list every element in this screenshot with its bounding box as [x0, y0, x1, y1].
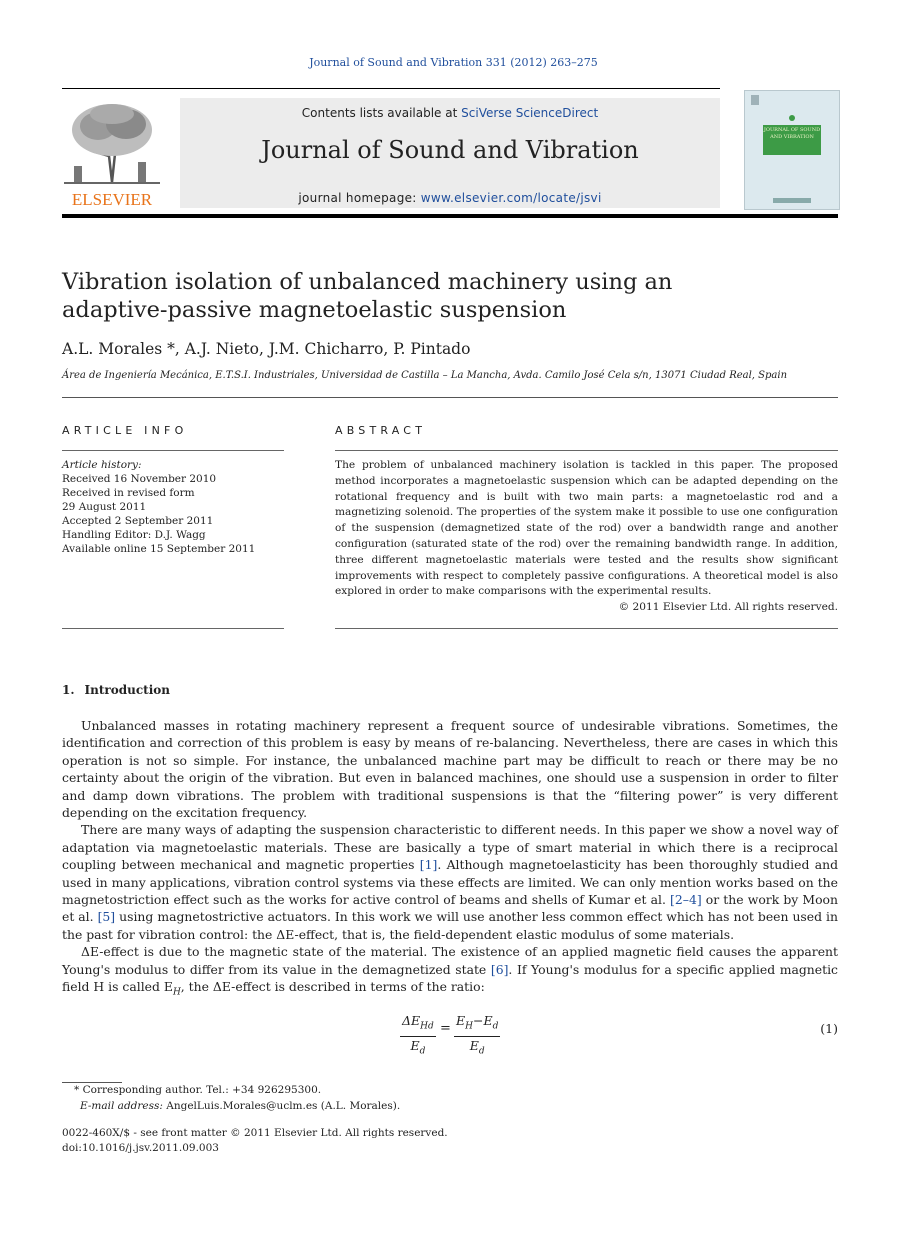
contents-prefix: Contents lists available at [301, 106, 462, 120]
citation-link[interactable]: [6] [490, 961, 509, 977]
homepage-prefix: journal homepage: [298, 191, 421, 205]
history-line: Handling Editor: D.J. Wagg [62, 529, 206, 541]
eq-sub: d [419, 1046, 426, 1056]
eq-term: E [410, 1037, 420, 1053]
cover-footer-icon [773, 198, 811, 203]
issn-line: 0022-460X/$ - see front matter © 2011 Elsevier Ltd. All rights reserved. [62, 1127, 448, 1139]
email-note [80, 1100, 400, 1112]
sciencedirect-link[interactable]: SciVerse ScienceDirect [461, 106, 599, 120]
affiliation: Área de Ingeniería Mecánica, E.T.S.I. Industriales, Universidad de Castilla – La Mancha, Avda. Camilo José Cela s/n, 13071 Ciudad Real, Spain [62, 370, 788, 381]
history-line: Accepted 2 September 2011 [62, 515, 214, 527]
section-number: 1. [62, 683, 75, 697]
eq-sub: Hd [420, 1021, 434, 1032]
email-address[interactable]: AngelLuis.Morales@uclm.es (A.L. Morales). [166, 1100, 401, 1112]
elsevier-logo [62, 96, 162, 210]
history-line: Available online 15 September 2011 [62, 543, 256, 555]
journal-cover-thumbnail[interactable] [744, 90, 840, 210]
homepage-line [180, 191, 720, 205]
article-title [62, 268, 822, 324]
elsevier-wordmark: ELSEVIER [71, 190, 153, 209]
text-run: or the work by Moon et al. [62, 892, 838, 925]
eq-sub: H [465, 1021, 473, 1032]
history-line: Received in revised form [62, 487, 195, 499]
introduction-body [62, 717, 838, 1002]
text-run: ΔE-effect is due to the magnetic state of the material. The existence of an applied magnetic field causes the apparent Young's modulus to differ from its value in the demagnetized state [62, 944, 838, 977]
article-history [62, 458, 284, 556]
text-run: . Although magnetoelasticity has been thoroughly studied and used in many applications, vibration control systems via these effects are limited. We can only mention works based on the magnetostriction effect such as the works for active control of beams and shells of Kumar et al. [62, 857, 838, 908]
equation-lhs [400, 1012, 436, 1060]
title-rule [62, 397, 838, 398]
abstract-rule [335, 450, 838, 451]
history-line: 29 August 2011 [62, 501, 147, 513]
citation-link[interactable]: [2–4] [670, 892, 702, 908]
eq-term: −E [472, 1013, 493, 1028]
tree-icon [62, 96, 162, 210]
journal-citation[interactable]: Journal of Sound and Vibration 331 (2012) 263–275 [309, 56, 598, 69]
article-title-line1: Vibration isolation of unbalanced machinery using an [62, 269, 673, 295]
homepage-link[interactable]: www.elsevier.com/locate/jsvi [420, 191, 602, 205]
text-run: using magnetostrictive actuators. In this work we will use another less common effect which has not been used in the past for vibration control: the ΔE-effect, that is, the field-dependent elastic modulus of some materials. [62, 909, 838, 942]
email-label: E-mail address: [80, 1100, 163, 1112]
citation-link[interactable]: [5] [97, 909, 116, 925]
eq-term: ΔE [402, 1013, 421, 1028]
eq-term: E [469, 1037, 479, 1053]
paragraph: Unbalanced masses in rotating machinery represent a frequent source of undesirable vibrations. Sometimes, the identification and correction of this problem is easy by means of re-balancing. Nevertheless, there are cases in which this operation is not so simple. For instance, the unbalanced machine part may be difficult to reach or there may be no certainty about the origin of the vibration. But even in balanced machines, one should use a suspension in order to filter and damp down vibrations. The problem with traditional suspensions is that the “filtering power” is very different depending on the excitation frequency. [62, 718, 838, 821]
section-title: Introduction [84, 683, 170, 697]
eq-sub: d [492, 1021, 499, 1032]
equation-1 [62, 1012, 838, 1056]
cover-star-icon [789, 115, 795, 121]
abstract-copyright: © 2011 Elsevier Ltd. All rights reserved. [618, 601, 838, 614]
author-list: A.L. Morales *, A.J. Nieto, J.M. Chicharro, P. Pintado [62, 340, 471, 358]
equals-sign: = [440, 1021, 451, 1036]
journal-header-banner [180, 98, 720, 208]
journal-title: Journal of Sound and Vibration [261, 136, 639, 164]
contents-line [180, 106, 720, 120]
text-run: . If Young's modulus for a specific applied magnetic field H is called E [62, 961, 838, 995]
eq-sub: d [478, 1046, 485, 1056]
header-thick-rule [62, 214, 838, 218]
corresponding-author-note: * Corresponding author. Tel.: +34 926295300. [74, 1084, 322, 1096]
history-label: Article history: [62, 459, 142, 471]
text-run: , the ΔE-effect is described in terms of the ratio: [180, 979, 485, 995]
abstract-heading: ABSTRACT [335, 424, 427, 437]
section-heading [62, 683, 180, 697]
equation-rhs [454, 1012, 500, 1060]
article-info-rule [62, 450, 284, 451]
abstract-body [335, 458, 838, 616]
cover-logo-icon [751, 95, 759, 105]
paragraph [62, 943, 838, 1002]
subscript: H [172, 987, 181, 998]
cover-title-block: JOURNAL OF SOUND AND VIBRATION [763, 125, 821, 155]
text-run: There are many ways of adapting the suspension characteristic to different needs. In this paper we show a novel way of adaptation via magnetoelastic materials. These are basically a type of smart material in which there is a reciprocal coupling between mechanical and magnetic properties [62, 822, 838, 873]
article-info-bottom-rule [62, 628, 284, 629]
history-line: Received 16 November 2010 [62, 473, 217, 485]
header-rule [62, 88, 720, 89]
doi-line[interactable]: doi:10.1016/j.jsv.2011.09.003 [62, 1142, 219, 1154]
abstract-text: The problem of unbalanced machinery isolation is tackled in this paper. The proposed method incorporates a magnetoelastic suspension which can be adapted depending on the rotational frequency and is built with two main parts: a magnetoelastic rod and a magnetizing solenoid. The properties of the system make it possible to use one configuration of the suspension (demagnetized state of the rod) over a bandwidth range and another configuration (saturated state of the rod) over the remaining bandwidth range. In addition, three different magnetoelastic materials were tested and the results show significant improvements with respect to completely passive configurations. A theoretical model is also explored in order to make comparisons with the experimental results. [335, 459, 838, 598]
article-info-heading: ARTICLE INFO [62, 424, 188, 437]
eq-term: E [456, 1013, 466, 1028]
paragraph [62, 821, 838, 943]
abstract-bottom-rule [335, 628, 838, 629]
footnote-rule [62, 1082, 122, 1083]
citation-link[interactable]: [1] [419, 857, 438, 873]
article-title-line2: adaptive-passive magnetoelastic suspension [62, 297, 567, 323]
equation-number: (1) [820, 1021, 838, 1036]
